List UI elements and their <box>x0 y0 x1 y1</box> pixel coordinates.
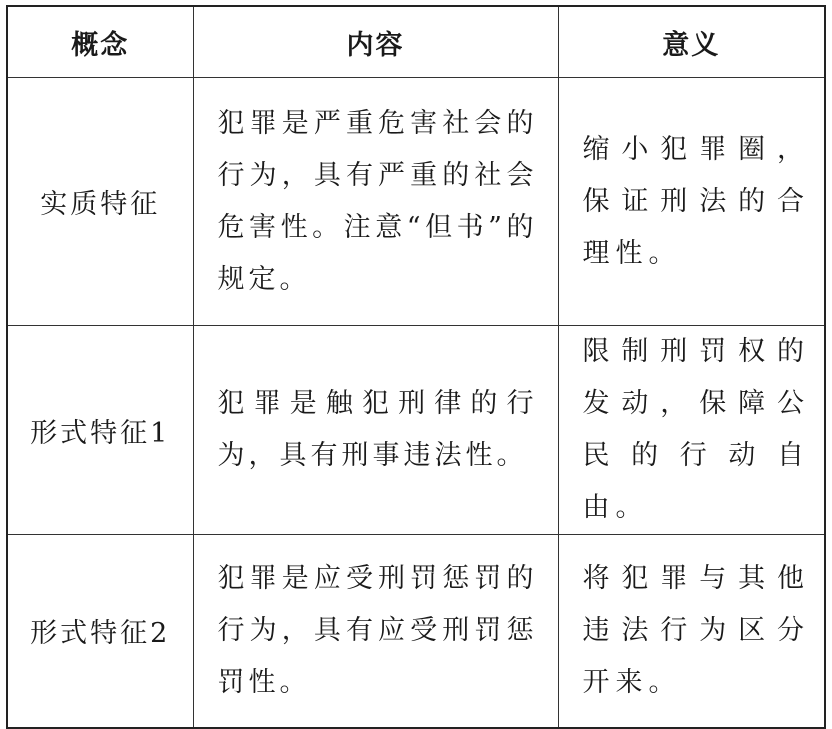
table-header <box>7 6 825 78</box>
table-body <box>7 78 825 728</box>
header-content: 内容 <box>193 6 558 78</box>
meaning-cell: 将犯罪与其他违法行为区分开来。 <box>558 535 825 728</box>
meaning-cell: 限制刑罚权的发动，保障公民的行动自由。 <box>558 326 825 535</box>
content-cell: 犯罪是严重危害社会的行为，具有严重的社会危害性。注意“但书”的规定。 <box>193 78 558 326</box>
header-concept: 概念 <box>7 6 193 78</box>
concept-cell: 形式特征1 <box>7 326 193 535</box>
header-row <box>7 6 825 78</box>
table-row <box>7 78 825 326</box>
header-meaning: 意义 <box>558 6 825 78</box>
table-row <box>7 535 825 728</box>
content-cell: 犯罪是触犯刑律的行为，具有刑事违法性。 <box>193 326 558 535</box>
concept-cell: 形式特征2 <box>7 535 193 728</box>
concept-cell: 实质特征 <box>7 78 193 326</box>
concept-table <box>6 5 826 729</box>
table-row <box>7 326 825 535</box>
content-cell: 犯罪是应受刑罚惩罚的行为，具有应受刑罚惩罚性。 <box>193 535 558 728</box>
meaning-cell: 缩小犯罪圈，保证刑法的合理性。 <box>558 78 825 326</box>
